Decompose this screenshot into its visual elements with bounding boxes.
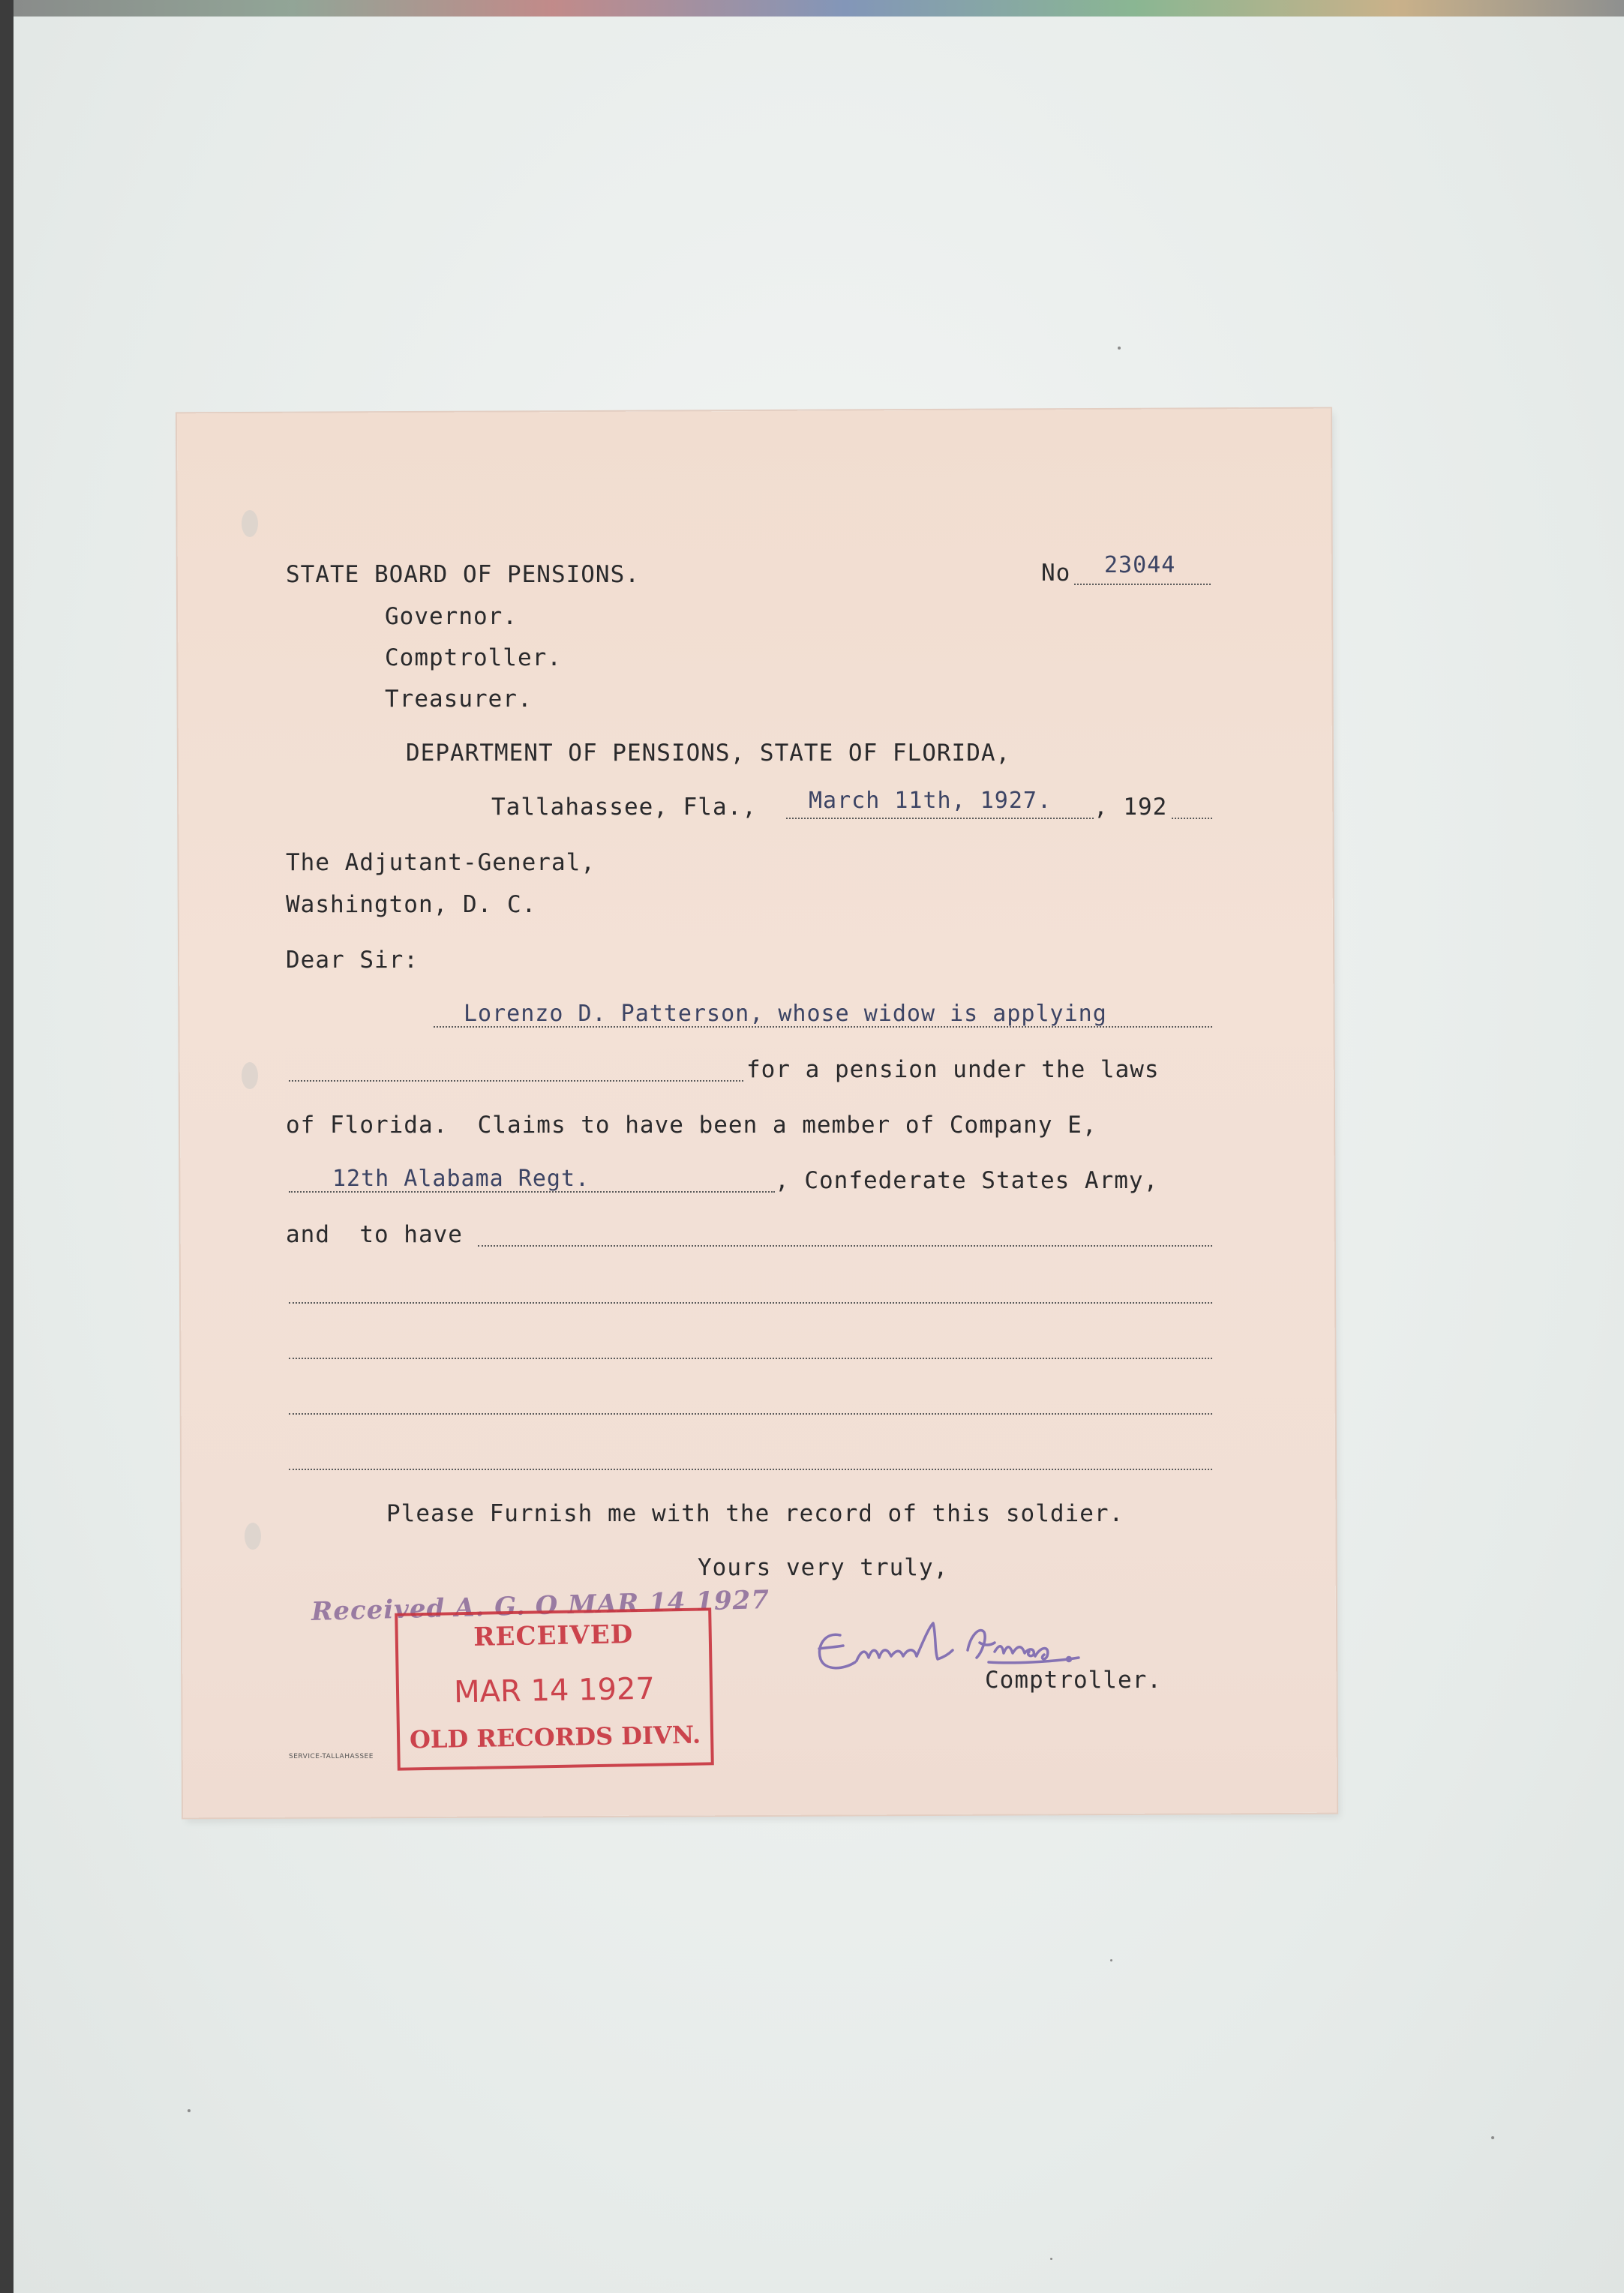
received-stamp-title: RECEIVED — [473, 1619, 634, 1652]
date-value: March 11th, 1927. — [809, 788, 1052, 814]
claims-text: of Florida. Claims to have been a member of Company E, — [286, 1112, 1097, 1139]
dust-speck — [1118, 347, 1121, 350]
closing-text: Yours very truly, — [698, 1554, 949, 1581]
regiment-value: 12th Alabama Regt. — [332, 1166, 590, 1192]
member-governor: Governor. — [385, 603, 518, 630]
salutation: Dear Sir: — [286, 947, 419, 974]
received-stamp-box — [395, 1607, 714, 1770]
signer-title: Comptroller. — [985, 1667, 1162, 1694]
member-treasurer: Treasurer. — [385, 686, 533, 713]
blank-line-2 — [289, 1302, 1212, 1304]
year-underline — [1172, 818, 1212, 819]
blank-line-4 — [289, 1413, 1212, 1415]
pension-underline — [289, 1080, 743, 1082]
received-stamp-division: OLD RECORDS DIVN. — [409, 1720, 701, 1754]
soldier-name-value: Lorenzo D. Patterson, whose widow is applying — [464, 1001, 1107, 1027]
number-label: No — [1041, 560, 1071, 587]
dust-speck — [1491, 2136, 1494, 2139]
received-ago-stamp: Received A. G. O MAR 14 1927 — [311, 1585, 770, 1627]
request-text: Please Furnish me with the record of this soldier. — [386, 1500, 1124, 1527]
pension-text: for a pension under the laws — [746, 1056, 1160, 1083]
punch-hole-mark — [242, 510, 258, 537]
and-to-have-text: and to have — [286, 1221, 463, 1248]
place-text: Tallahassee, Fla., — [491, 794, 757, 821]
scanner-color-strip — [0, 0, 1624, 17]
department-line: DEPARTMENT OF PENSIONS, STATE OF FLORIDA, — [406, 740, 1011, 767]
addressee-line-1: The Adjutant-General, — [286, 849, 596, 876]
addressee-line-2: Washington, D. C. — [286, 891, 537, 918]
blank-line-3 — [289, 1358, 1212, 1359]
dust-speck — [1110, 1959, 1112, 1961]
punch-hole-mark — [245, 1523, 261, 1550]
number-value: 23044 — [1104, 552, 1176, 578]
blank-line-5 — [289, 1469, 1212, 1470]
board-heading: STATE BOARD OF PENSIONS. — [286, 561, 640, 588]
dust-speck — [188, 2109, 191, 2112]
army-text: , Confederate States Army, — [775, 1167, 1159, 1194]
scanner-left-edge — [0, 0, 14, 2293]
number-underline — [1074, 584, 1211, 585]
blank-line-1 — [478, 1245, 1212, 1247]
dust-speck — [1050, 2258, 1052, 2260]
member-comptroller: Comptroller. — [385, 644, 562, 671]
year-suffix: , 192 — [1094, 794, 1168, 821]
date-underline — [786, 818, 1094, 819]
printer-mark: SERVICE-TALLAHASSEE — [289, 1753, 374, 1760]
received-stamp-date: MAR 14 1927 — [453, 1671, 656, 1710]
punch-hole-mark — [242, 1062, 258, 1089]
